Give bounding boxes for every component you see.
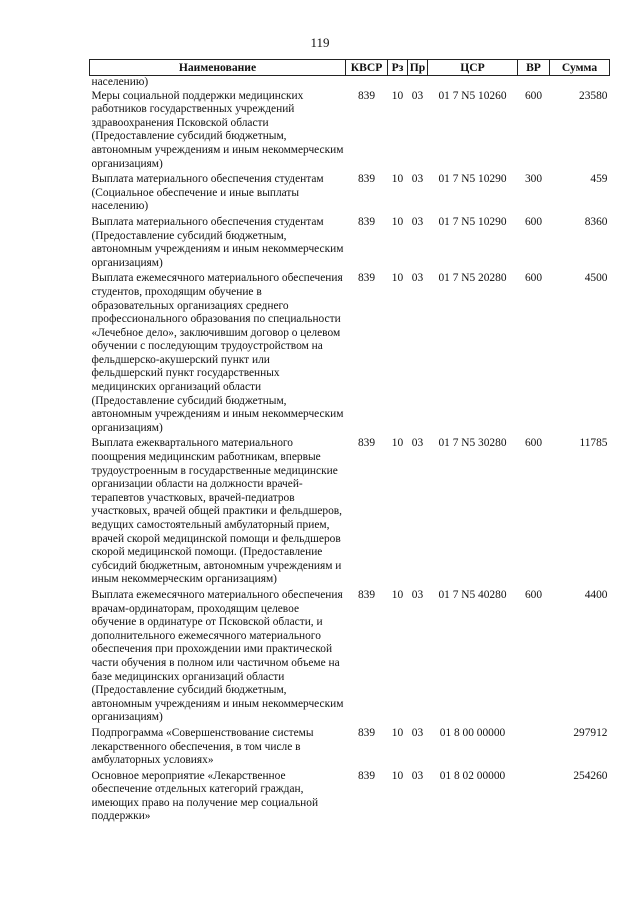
row-spacer — [90, 824, 610, 826]
table-row — [90, 90, 610, 172]
budget-table — [89, 59, 610, 826]
cell-vr: 600 — [524, 89, 543, 102]
cell-kvsr: 839 — [357, 173, 376, 186]
cell-sum — [550, 76, 610, 90]
cell-vr: 300 — [524, 173, 543, 186]
table-row — [90, 76, 610, 90]
cell-rz: 10 — [391, 588, 404, 601]
cell-vr: 600 — [524, 437, 543, 450]
cell-rz: 10 — [391, 726, 404, 739]
cell-kvsr: 839 — [357, 272, 376, 285]
cell-vr — [518, 727, 550, 768]
cell-pr: 03 — [411, 215, 424, 228]
cell-csr — [428, 76, 518, 90]
cell-rz: 10 — [391, 769, 404, 782]
header-rz: Рз — [388, 60, 408, 76]
cell-name: Выплата материального обеспечения студентам (Предоставление субсидий бюджетным, автономным учреждениям и иным некоммерческим организациям) — [91, 215, 344, 269]
cell-csr: 01 7 N5 40280 — [438, 588, 507, 601]
cell-sum: 4500 — [584, 272, 608, 285]
cell-sum: 297912 — [573, 726, 608, 739]
page-number: 119 — [310, 35, 330, 50]
cell-kvsr: 839 — [357, 588, 376, 601]
cell-vr — [518, 76, 550, 90]
cell-csr: 01 7 N5 10260 — [438, 89, 507, 102]
cell-pr — [408, 76, 428, 90]
cell-sum: 4400 — [584, 588, 608, 601]
table-row — [90, 173, 610, 214]
cell-pr: 03 — [411, 437, 424, 450]
cell-kvsr — [346, 76, 388, 90]
table-row — [90, 272, 610, 435]
cell-csr: 01 8 02 00000 — [439, 769, 506, 782]
cell-vr: 600 — [524, 272, 543, 285]
table-row — [90, 589, 610, 725]
cell-pr: 03 — [411, 173, 424, 186]
cell-name: Меры социальной поддержки медицинских работников государственных учреждений здравоохранения Псковской области (Предоставление субсидий бюджетным, автономным учреждениям и иным некоммерческим организациям) — [91, 89, 344, 170]
cell-vr — [518, 770, 550, 824]
cell-rz: 10 — [391, 437, 404, 450]
cell-rz: 10 — [391, 89, 404, 102]
table-row — [90, 216, 610, 270]
cell-csr: 01 7 N5 10290 — [438, 173, 507, 186]
cell-name: Выплата ежемесячного материального обеспечения врачам-ординаторам, проходящим целевое обучение в ординатуре от Псковской области, и дополнительного ежемесячного материального обеспечения при прохождении ими практической части обучения в полном или частичном объеме на базе медицинских организаций области (Предоставление субсидий бюджетным, автономным учреждениям и иным некоммерческим организациям) — [91, 588, 344, 724]
cell-kvsr: 839 — [357, 215, 376, 228]
cell-csr: 01 8 00 00000 — [439, 726, 506, 739]
header-vr: ВР — [518, 60, 550, 76]
cell-pr: 03 — [411, 272, 424, 285]
cell-kvsr: 839 — [357, 89, 376, 102]
cell-kvsr: 839 — [357, 726, 376, 739]
cell-pr: 03 — [411, 726, 424, 739]
table-body — [90, 76, 610, 827]
cell-csr: 01 7 N5 10290 — [438, 215, 507, 228]
header-pr: Пр — [408, 60, 428, 76]
cell-sum: 11785 — [579, 437, 608, 450]
header-kvsr: КВСР — [346, 60, 388, 76]
header-sum: Сумма — [550, 60, 610, 76]
cell-csr: 01 7 N5 20280 — [438, 272, 507, 285]
cell-name: населению) — [91, 76, 149, 88]
cell-sum: 23580 — [579, 89, 608, 102]
table-row — [90, 437, 610, 587]
cell-kvsr: 839 — [357, 437, 376, 450]
cell-name: Выплата ежеквартального материального поощрения медицинским работникам, впервые трудоустроенным в государственные медицинские организации области на должности врачей-терапевтов участковых, врачей-педиатров участковых, врачей общей практики и фельдшеров, ведущих самостоятельный амбулаторный прием, врачей скорой медицинской помощи и фельдшеров скорой медицинской помощи. (Предоставление субсидий бюджетным, автономным учреждениям и иным некоммерческим организациям) — [91, 437, 343, 586]
table-row — [90, 770, 610, 824]
cell-rz: 10 — [391, 215, 404, 228]
cell-rz — [388, 76, 408, 90]
cell-sum: 459 — [590, 173, 608, 186]
cell-vr: 600 — [524, 588, 543, 601]
header-csr: ЦСР — [428, 60, 518, 76]
cell-name: Выплата материального обеспечения студентам (Социальное обеспечение и иные выплаты населению) — [91, 173, 324, 213]
cell-kvsr: 839 — [357, 769, 376, 782]
table-header-row — [90, 60, 610, 76]
cell-pr: 03 — [411, 89, 424, 102]
cell-rz: 10 — [391, 173, 404, 186]
cell-sum: 8360 — [584, 215, 608, 228]
cell-sum: 254260 — [573, 769, 608, 782]
cell-name: Подпрограмма «Совершенствование системы лекарственного обеспечения, в том числе в амбулаторных условиях» — [91, 726, 314, 767]
cell-vr: 600 — [524, 215, 543, 228]
cell-name: Основное мероприятие «Лекарственное обеспечение отдельных категорий граждан, имеющих право на получение мер социальной поддержки» — [91, 769, 319, 823]
cell-rz: 10 — [391, 272, 404, 285]
cell-pr: 03 — [411, 588, 424, 601]
header-name: Наименование — [90, 60, 346, 76]
cell-name: Выплата ежемесячного материального обеспечения студентов, проходящим обучение в образовательных организациях среднего профессионального образования по специальности «Лечебное дело», заключившим договор о целевом обучении с последующим трудоустройством на фельдшерско-акушерский пункт или фельдшерский пункт государственных медицинских организаций области (Предоставление субсидий бюджетным, автономным учреждениям и иным некоммерческим организациям) — [91, 272, 344, 434]
cell-csr: 01 7 N5 30280 — [438, 437, 507, 450]
table-row — [90, 727, 610, 768]
cell-pr: 03 — [411, 769, 424, 782]
